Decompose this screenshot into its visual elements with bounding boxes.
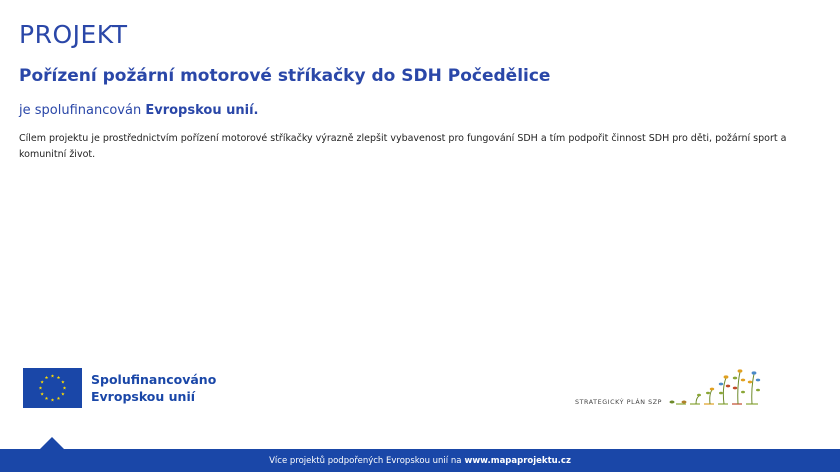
szp-plants-logo-icon (666, 366, 766, 410)
cofinancing-prefix: je spolufinancován (19, 103, 142, 118)
footer-bar (0, 449, 840, 472)
project-label: PROJEKT (19, 20, 128, 49)
eu-text-line2: Evropskou unií (91, 389, 196, 404)
cofinancing-emphasis: Evropskou unií. (145, 103, 259, 118)
eu-text-line1: Spolufinancováno (91, 372, 217, 387)
project-title: Pořízení požární motorové stříkačky do SDH Počedělice (19, 66, 551, 86)
footer-text: Více projektů podpořených Evropskou unií na (269, 455, 462, 466)
project-description: Cílem projektu je prostřednictvím pořízení motorové stříkačky výrazně zlepšit vybavenost pro fungování SDH a tím podpořit činnost SDH pro děti, požární sport a komunitní život. (19, 133, 787, 160)
szp-label: STRATEGICKÝ PLÁN SZP (575, 399, 663, 406)
footer-arrow-decoration (40, 437, 64, 449)
cofinancing-statement (19, 103, 258, 118)
eu-cofinanced-text (91, 371, 216, 405)
eu-flag-icon (23, 368, 82, 408)
footer-link[interactable]: www.mapaprojektu.cz (464, 455, 571, 466)
